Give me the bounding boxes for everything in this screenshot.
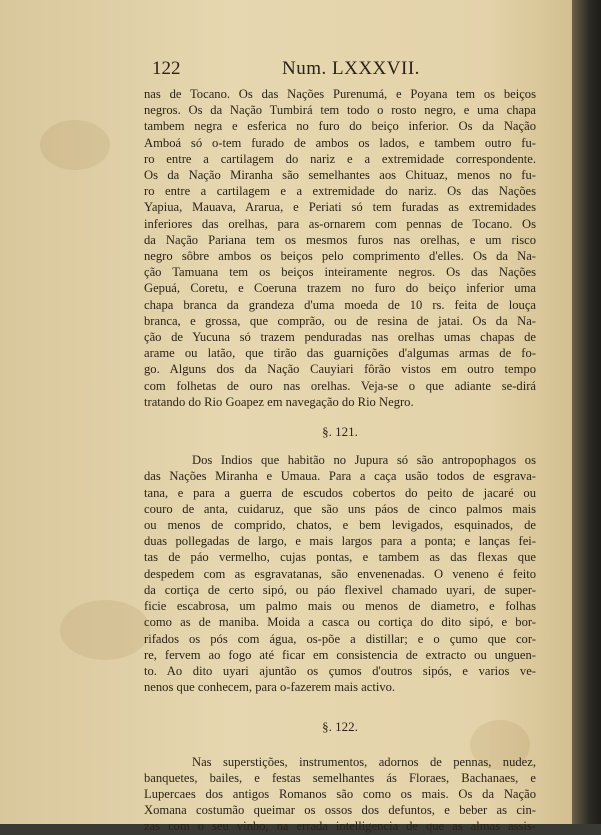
page-number: 122 — [152, 58, 181, 79]
text-line: Xomana costumão queimar os ossos dos defuntos, e beber as cin- — [144, 803, 536, 818]
text-line: com folhetas de ouro nas orelhas. Veja-se o que adiante se-dirá — [144, 378, 536, 393]
paper-stain — [60, 600, 150, 660]
section-heading-121: §. 121. — [322, 424, 358, 440]
running-head: Num. LXXXVII. — [282, 58, 420, 79]
text-line: to. Ao dito uyari ajuntão os çumos d'outros sipós, e varios ve- — [144, 663, 536, 678]
text-line: tas de páo vermelho, cujas pontas, e tambem as das flexas que — [144, 550, 536, 565]
text-line: rifados os pós com água, os-põe a distillar; e o çumo que cor- — [144, 631, 536, 646]
section-heading-122: §. 122. — [322, 719, 358, 735]
text-line: tambem negra e esferica no furo do beiço inferior. Os da Nação — [144, 119, 536, 134]
text-line: nas de Tocano. Os das Nações Purenumá, e Poyana tem os beiços — [144, 87, 536, 101]
text-line: re, fervem ao fogo até ficar em consistencia de extracto ou unguen- — [144, 647, 536, 662]
text-line: arame ou latão, que tirão das guarnições d'algumas armas de fo- — [144, 346, 536, 361]
body-text — [144, 86, 536, 835]
text-line: negros. Os da Nação Tumbirá tem todo o rosto negro, e uma chapa — [144, 103, 536, 118]
text-line: Dos Indios que habitão no Jupura só são antropophagos os — [192, 453, 536, 468]
book-spine-shadow — [572, 0, 601, 824]
text-line: duas pollegadas de largo, e mais largos para a ponta; e lanças fei- — [144, 534, 536, 549]
text-line: Lupercaes dos antigos Romanos são como os mais. Os da Nação — [144, 786, 536, 801]
text-line: Os da Nação Miranha são semelhantes aos Chituaz, menos no fu- — [144, 168, 536, 183]
paragraph-1 — [144, 86, 536, 410]
text-line: branca, e grossa, que comprão, ou de resina de jatai. Os da Na- — [144, 313, 536, 328]
text-line: ro entre a cartilagem do nariz e a extremidade correspondente. — [144, 151, 536, 166]
text-line: tratando do Rio Goapez em navegação do Rio Negro. — [144, 394, 414, 409]
text-line: Yapiua, Mauava, Ararua, e Periati só tem furadas as extremidades — [144, 200, 536, 215]
text-line: go. Alguns dos da Nação Cauyiari fôrão vistos em outro tempo — [144, 362, 536, 377]
text-line: Nas superstições, instrumentos, adornos de pennas, nudez, — [192, 754, 536, 769]
text-line: da Nação Pariana tem os mesmos furos nas orelhas, e um risco — [144, 232, 536, 247]
text-line: banquetes, bailes, e festas semelhantes ás Floraes, Bachanaes, e — [144, 770, 536, 785]
text-line: negro sôbre ambos os beiços pelo comprimento d'elles. Os da Na- — [144, 249, 536, 264]
text-line: zas com o seu vinho, na errada intelligencia de que as almas assis- — [144, 819, 536, 834]
page-header — [152, 58, 552, 84]
text-line: Amboá só o-tem furado de ambos os lados, e tambem outro fu- — [144, 135, 536, 150]
text-line: couro de anta, cuidaruz, que são uns páos de cinco palmos mais — [144, 501, 536, 516]
text-line: como as de maniba. Moida a casca ou cortiça do dito sipó, e bor- — [144, 615, 536, 630]
paper-stain — [40, 120, 110, 170]
text-line: ro entre a cartilagem e a extremidade do nariz. Os das Nações — [144, 184, 536, 199]
text-line: Gepuá, Coretu, e Coeruna trazem no furo do beiço inferior uma — [144, 281, 536, 296]
text-line: das Nações Miranha e Umaua. Para a caça usão todos de esgrava- — [144, 469, 536, 484]
text-line: nenos que conhecem, para o-fazerem mais activo. — [144, 680, 396, 695]
text-line: ficie escabrosa, um palmo mais ou menos de diametro, e folhas — [144, 599, 536, 614]
text-line: despedem com as esgravatanas, são envenenadas. O veneno é feito — [144, 566, 536, 581]
text-line: inferiores das orelhas, para as-ornarem com pennas de Tocano. Os — [144, 216, 536, 231]
section-121-paragraph — [144, 452, 536, 695]
text-line: ção Tamuana tem os beiços inteiramente negros. Os das Nações — [144, 265, 536, 280]
text-line: ou menos de comprido, chatos, e bem levigados, esquinados, de — [144, 518, 536, 533]
text-line: da cortiça de certo sipó, ou páo flexivel chamado uyari, de super- — [144, 582, 536, 597]
text-line: chapa branca da grandeza d'uma moeda de 10 rs. feita de louça — [144, 297, 536, 312]
text-line: tana, e para a guerra de escudos cobertos do peito de jacaré ou — [144, 485, 536, 500]
text-line: ção de Yucuna só trazem penduradas nas orelhas umas chapas de — [144, 330, 536, 345]
section-122-paragraph — [144, 754, 536, 835]
